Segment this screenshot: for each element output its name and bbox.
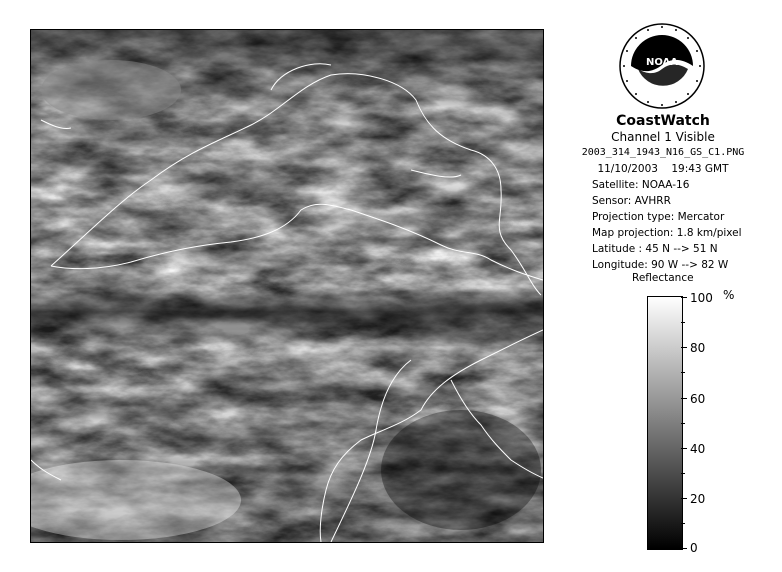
colorbar-tick (681, 347, 687, 348)
latitude-info: Latitude : 45 N --> 51 N (592, 243, 718, 255)
projection-type-info: Projection type: Mercator (592, 211, 725, 223)
colorbar-tick (681, 423, 685, 424)
colorbar-tick (681, 448, 687, 449)
colorbar-label-60: 60 (690, 392, 706, 406)
colorbar-unit: % (723, 288, 735, 302)
colorbar-tick (681, 398, 687, 399)
colorbar-tick (681, 548, 687, 549)
colorbar-label-80: 80 (690, 341, 706, 355)
satellite-image (30, 29, 544, 543)
colorbar-label-0: 0 (690, 541, 698, 555)
colorbar-label-100: 100 (690, 291, 713, 305)
product-title: CoastWatch (616, 113, 710, 129)
acquisition-time: 19:43 GMT (671, 163, 729, 175)
colorbar-tick (681, 372, 685, 373)
colorbar-tick (681, 498, 687, 499)
noaa-logo (618, 22, 706, 110)
cloud-imagery (31, 30, 543, 542)
colorbar-tick (681, 297, 687, 298)
channel-label: Channel 1 Visible (611, 130, 715, 144)
colorbar-label-40: 40 (690, 442, 706, 456)
file-name: 2003_314_1943_N16_GS_C1.PNG (581, 147, 745, 158)
satellite-info: Satellite: NOAA-16 (592, 179, 690, 191)
colorbar-tick (681, 473, 685, 474)
acquisition-date: 11/10/2003 (597, 163, 658, 175)
logo-text: NOAA (645, 57, 679, 68)
longitude-info: Longitude: 90 W --> 82 W (592, 259, 729, 271)
colorbar (647, 296, 683, 550)
sensor-info: Sensor: AVHRR (592, 195, 671, 207)
acquisition-datetime (560, 163, 766, 175)
colorbar-tick (681, 523, 685, 524)
colorbar-tick (681, 322, 685, 323)
map-projection-info: Map projection: 1.8 km/pixel (592, 227, 742, 239)
colorbar-title: Reflectance (632, 272, 694, 284)
colorbar-label-20: 20 (690, 492, 706, 506)
